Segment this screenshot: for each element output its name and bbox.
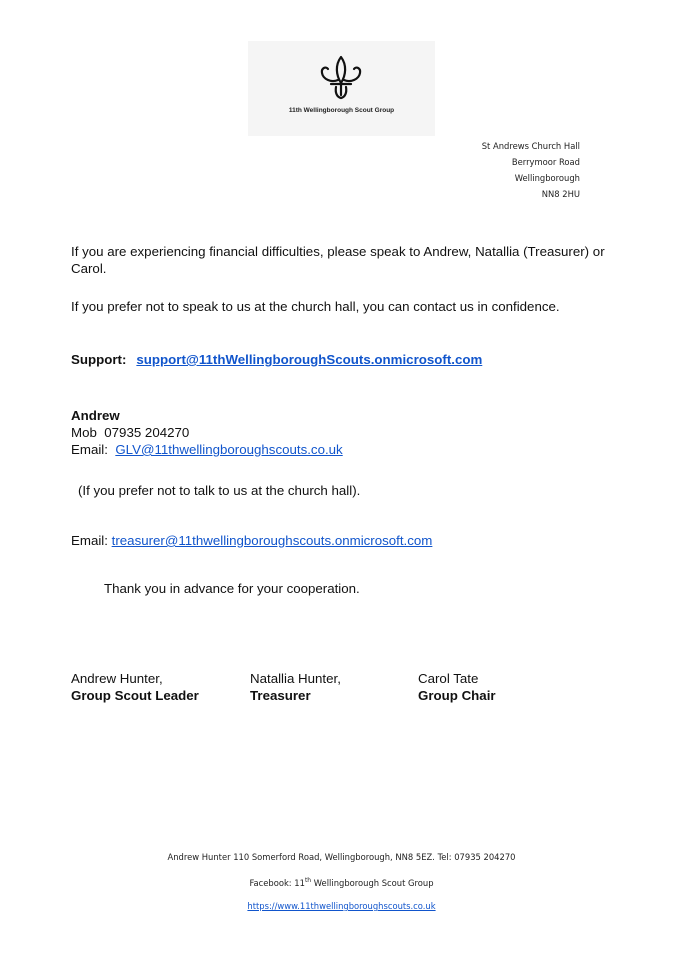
footer-address: Andrew Hunter 110 Somerford Road, Wellingborough, NN8 5EZ. Tel: 07935 204270 [167,852,516,862]
logo-org-name: 11th Wellingborough Scout Group [288,107,395,114]
signature-name: Andrew Hunter, [71,671,163,686]
signature-name: Natallia Hunter, [250,671,341,686]
address-line: Berrymoor Road [511,157,580,167]
signature-block [71,670,199,704]
signature-role: Group Scout Leader [71,688,199,703]
treasurer-email-label: Email: [71,533,108,548]
contact-block [71,407,343,458]
footer-website-link[interactable]: https://www.11thwellingboroughscouts.co.uk [247,901,436,911]
support-line [71,352,482,367]
contact-name: Andrew [71,408,120,423]
footer-facebook [0,877,683,888]
footer-website [0,901,683,911]
treasurer-email-line [71,532,432,549]
treasurer-email-link[interactable]: treasurer@11thwellingboroughscouts.onmicrosoft.com [111,533,433,548]
address-block [420,138,580,202]
signature-block [250,670,341,704]
signature-name: Carol Tate [418,671,479,686]
address-line: NN8 2HU [541,189,580,199]
paragraph-church-hall-note: (If you prefer not to talk to us at the church hall). [78,483,361,498]
logo [248,41,435,136]
paragraph-confidence: If you prefer not to speak to us at the church hall, you can contact us in confidence. [71,299,560,314]
address-line: Wellingborough [514,173,580,183]
contact-email-label: Email: [71,442,108,457]
footer-facebook-sup: th [304,877,312,884]
thanks-text: Thank you in advance for your cooperation. [104,581,360,596]
address-line: St Andrews Church Hall [481,141,580,151]
footer-facebook-prefix: Facebook: 11 [249,877,305,888]
support-label: Support: [71,352,127,367]
signature-role: Group Chair [418,688,496,703]
contact-mobile: Mob 07935 204270 [71,425,190,440]
contact-email-link[interactable]: GLV@11thwellingboroughscouts.co.uk [115,442,343,457]
support-email-link[interactable]: support@11thWellingboroughScouts.onmicrosoft.com [136,352,483,367]
fleur-de-lis-icon [317,53,365,103]
paragraph-financial-difficulties: If you are experiencing financial difficulties, please speak to Andrew, Natallia (Treasurer) or Carol. [71,244,605,276]
footer-facebook-suffix: Wellingborough Scout Group [311,877,434,888]
signature-role: Treasurer [250,688,311,703]
signature-block [418,670,496,704]
